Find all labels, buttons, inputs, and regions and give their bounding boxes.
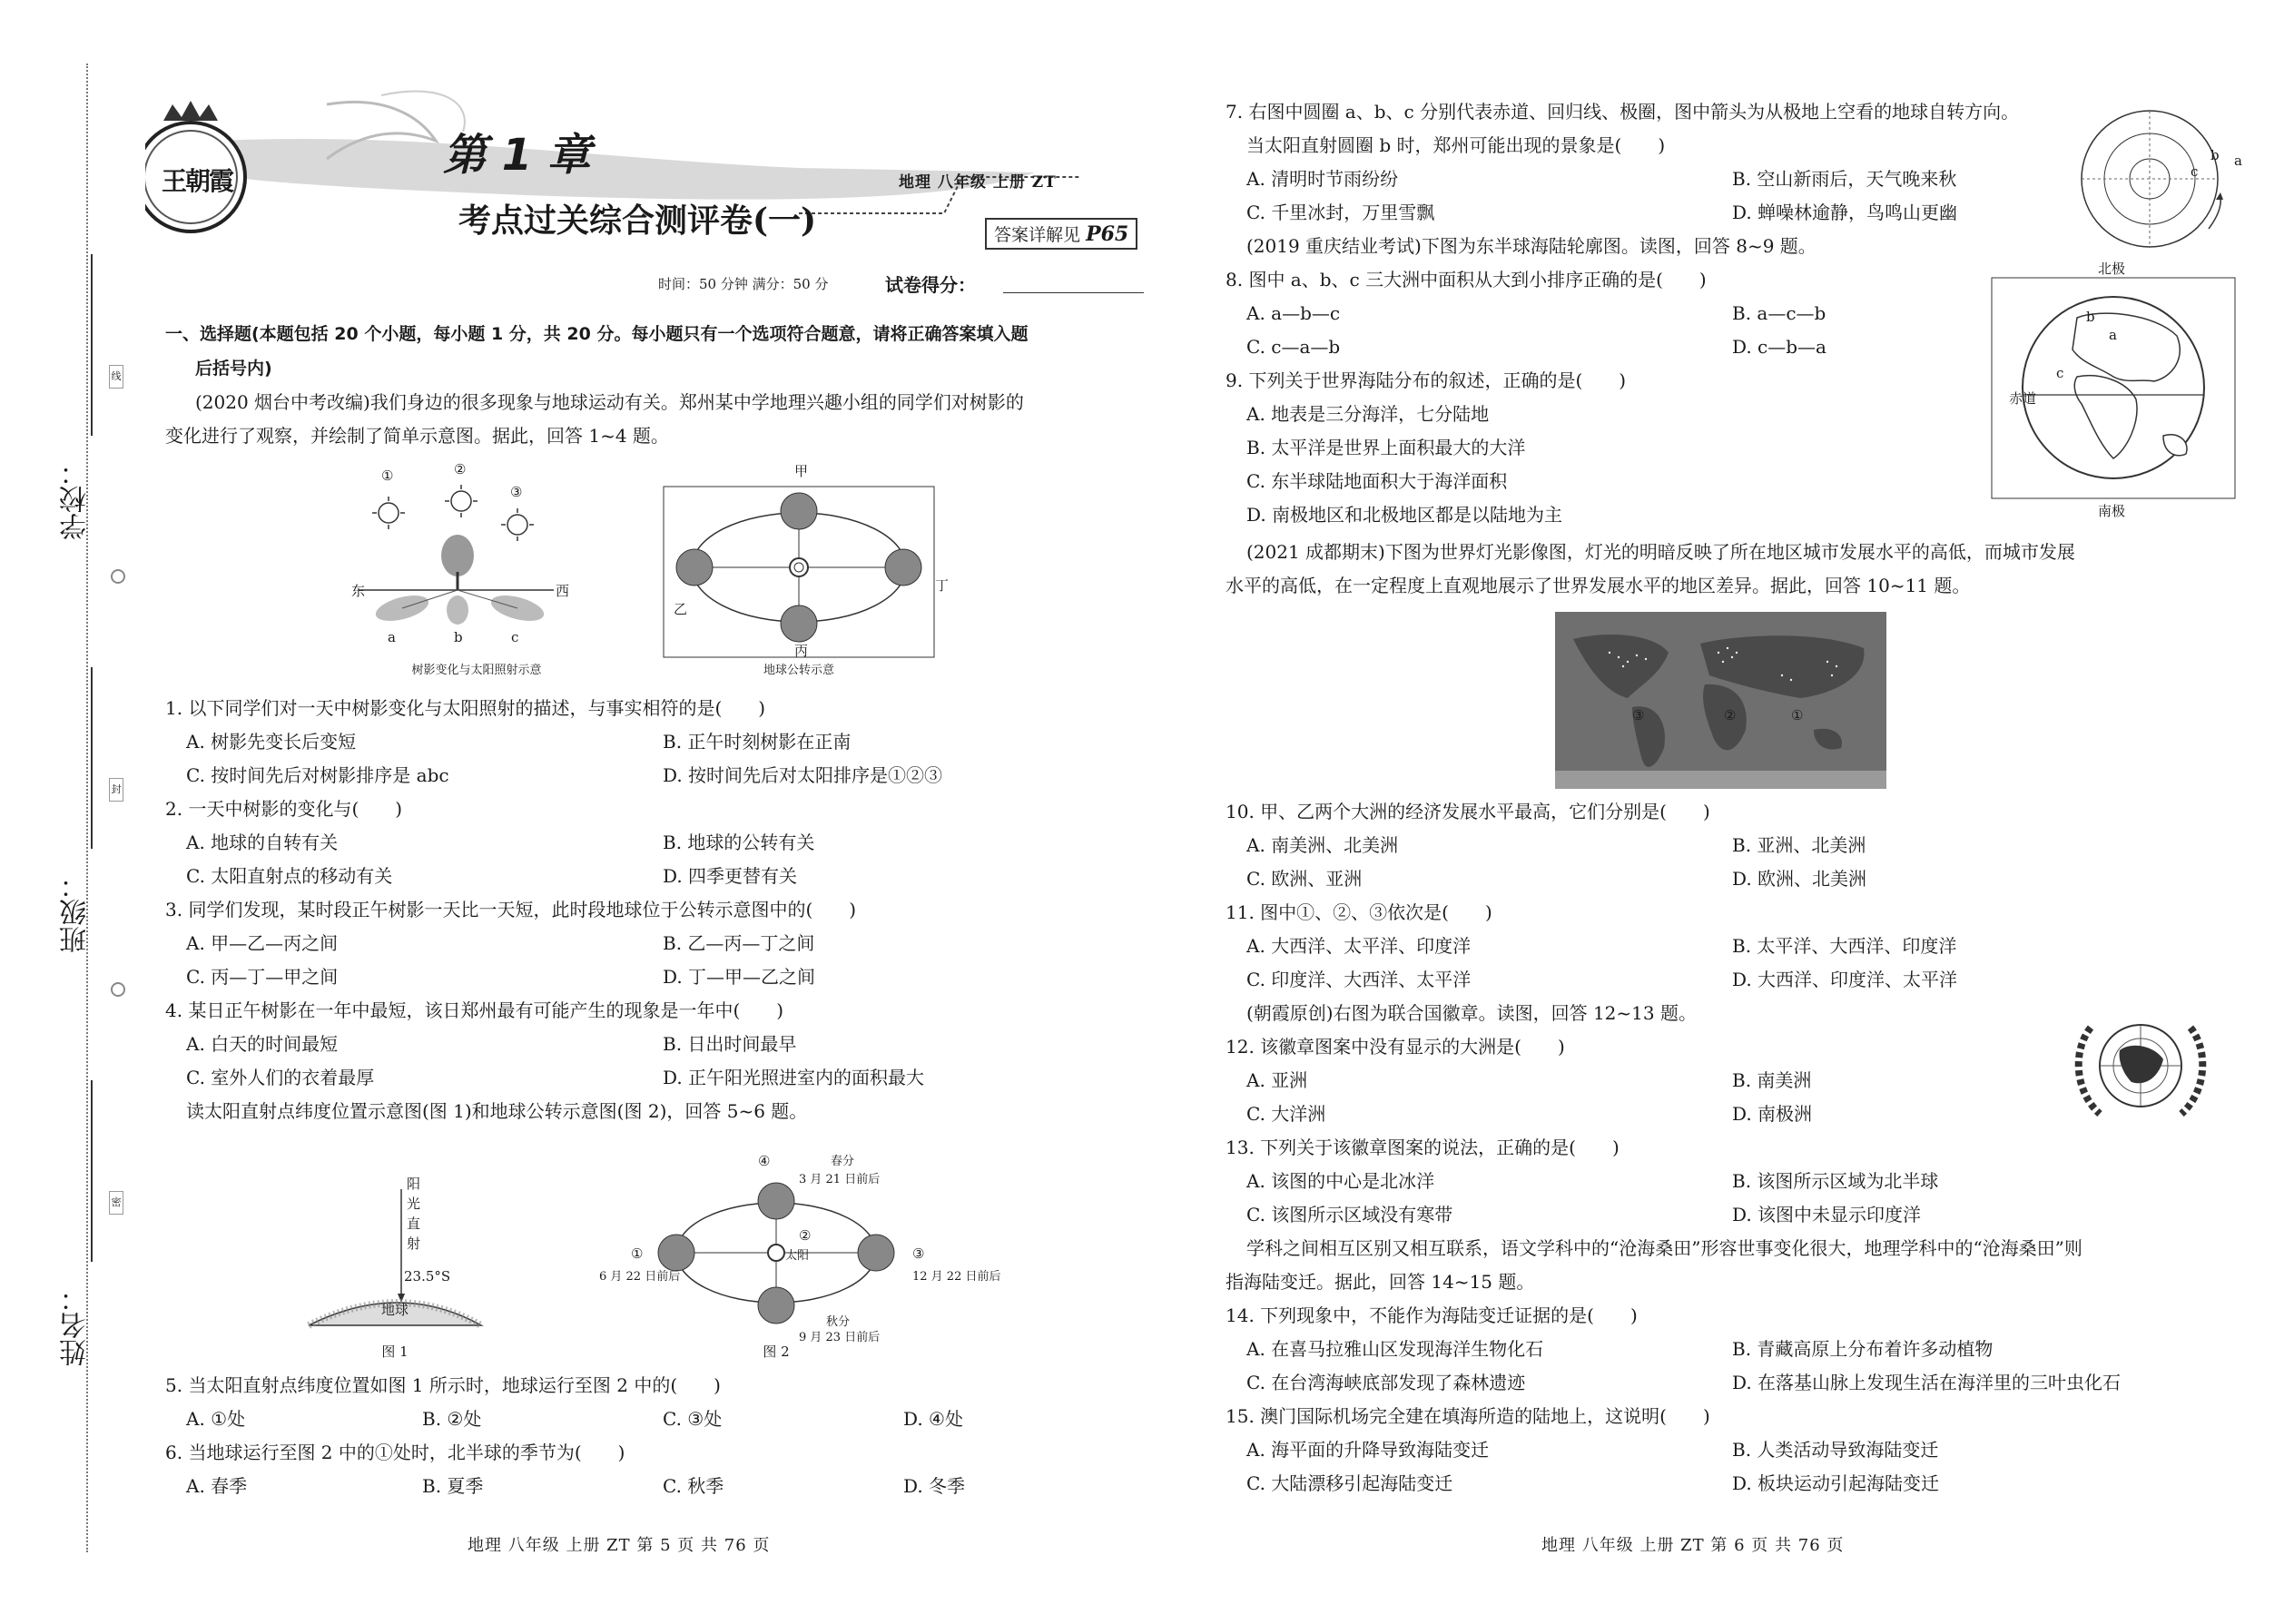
q10-option-c[interactable]: C. 欧洲、亚洲 (1246, 868, 1363, 890)
class-label: 班级： (60, 871, 92, 953)
question-6: 6. 当地球运行至图 2 中的①处时，北半球的季节为( ) (165, 1442, 625, 1463)
pos-4-label: ④ (758, 1153, 771, 1169)
world-lights-map (1555, 612, 1886, 789)
q13-option-c[interactable]: C. 该图所示区域没有寒带 (1246, 1204, 1453, 1225)
q1-option-d[interactable]: D. 按时间先后对太阳排序是①②③ (663, 764, 943, 786)
equator-label: 赤道 (2009, 390, 2037, 407)
south-pole-label: 南极 (2098, 503, 2126, 519)
ocean-2-label: ② (1724, 707, 1737, 723)
binding-mark: 封 (109, 778, 123, 802)
un-emblem (2054, 1009, 2227, 1127)
q12-option-c[interactable]: C. 大洋洲 (1246, 1103, 1326, 1125)
circle-b-label: b (2210, 147, 2220, 163)
intro-5-6: 读太阳直射点纬度位置示意图(图 1)和地球公转示意图(图 2)，回答 5~6 题。 (186, 1100, 808, 1122)
q1-option-b[interactable]: B. 正午时刻树影在正南 (663, 731, 852, 753)
q12-option-d[interactable]: D. 南极洲 (1732, 1103, 1813, 1125)
latitude-label: 23.5°S (404, 1268, 451, 1284)
circle-c-label: c (2191, 163, 2199, 180)
q8-option-a[interactable]: A. a—b—c (1246, 302, 1341, 324)
question-2: 2. 一天中树影的变化与( ) (165, 798, 403, 820)
figure-2-caption: 图 2 (763, 1343, 790, 1360)
q7-option-c[interactable]: C. 千里冰封，万里雪飘 (1246, 202, 1435, 223)
q3-option-b[interactable]: B. 乙—丙—丁之间 (663, 932, 815, 954)
q15-option-a[interactable]: A. 海平面的升降导致海陆变迁 (1246, 1439, 1490, 1461)
q4-option-a[interactable]: A. 白天的时间最短 (186, 1033, 339, 1055)
q10-option-d[interactable]: D. 欧洲、北美洲 (1732, 868, 1867, 890)
pos-1-label: ① (631, 1245, 644, 1262)
q5-option-a[interactable]: A. ①处 (186, 1408, 246, 1430)
intro-12-13: (朝霞原创)右图为联合国徽章。读图，回答 12~13 题。 (1246, 1002, 1697, 1024)
q3-option-a[interactable]: A. 甲—乙—丙之间 (186, 932, 339, 954)
sun-label-2: ② (454, 461, 467, 477)
q13-option-d[interactable]: D. 该图中未显示印度洋 (1732, 1204, 1922, 1225)
autumn-label: 秋分 (826, 1315, 851, 1329)
q5-option-d[interactable]: D. ④处 (903, 1408, 963, 1430)
q5-option-c[interactable]: C. ③处 (663, 1408, 723, 1430)
intro-10-11-cont: 水平的高低，在一定程度上直观地展示了世界发展水平的地区差异。据此，回答 10~11 题。 (1226, 575, 1971, 596)
q6-option-d[interactable]: D. 冬季 (903, 1475, 966, 1497)
answer-ref-page: P65 (1086, 222, 1129, 246)
continent-b-label: b (2086, 309, 2095, 325)
polar-circles-figure (2072, 102, 2254, 256)
sun-ray-label: 阳光直射 (407, 1176, 421, 1252)
q3-option-d[interactable]: D. 丁—甲—乙之间 (663, 966, 816, 988)
brand-logo: 王朝霞 (162, 166, 233, 196)
intro-14-15: 学科之间相互区别又相互联系，语文学科中的“沧海桑田”形容世事变化很大，地理学科中的“沧海桑田”则 (1246, 1237, 2082, 1259)
autumn-date: 9 月 23 日前后 (799, 1331, 881, 1344)
q3-option-c[interactable]: C. 丙—丁—甲之间 (186, 966, 339, 988)
continent-c-label: c (2056, 365, 2064, 381)
section-title: 一、选择题(本题包括 20 个小题，每小题 1 分，共 20 分。每小题只有一个选项符合题意，请将正确答案填入题 (165, 324, 1029, 344)
orbit-bing: 丙 (794, 643, 809, 659)
orbit-yi: 乙 (674, 601, 688, 617)
pos-2-label: ② (799, 1227, 812, 1244)
pos-3-label: ③ (912, 1245, 925, 1262)
class-field[interactable] (91, 667, 93, 849)
spring-label: 春分 (831, 1155, 855, 1168)
sun-label: 太阳 (785, 1249, 810, 1263)
question-11: 11. 图中①、②、③依次是( ) (1226, 901, 1492, 923)
intro-10-11: (2021 成都期末)下图为世界灯光影像图，灯光的明暗反映了所在地区城市发展水平的高低，而城市发展 (1246, 541, 2075, 563)
q14-option-c[interactable]: C. 在台湾海峡底部发现了森林遗迹 (1246, 1372, 1526, 1393)
orbit-jia: 甲 (794, 463, 809, 479)
question-15: 15. 澳门国际机场完全建在填海所造的陆地上，这说明( ) (1226, 1405, 1710, 1427)
q2-option-b[interactable]: B. 地球的公转有关 (663, 832, 815, 853)
q10-option-a[interactable]: A. 南美洲、北美洲 (1246, 834, 1399, 856)
tree-shadow-figure (345, 463, 608, 645)
north-pole-label: 北极 (2098, 261, 2126, 277)
summer-date: 6 月 22 日前后 (599, 1270, 681, 1284)
exam-info: 时间：50 分钟 满分：50 分 (658, 276, 829, 292)
q11-option-b[interactable]: B. 太平洋、大西洋、印度洋 (1732, 935, 1957, 957)
q6-option-a[interactable]: A. 春季 (186, 1475, 248, 1497)
q6-option-c[interactable]: C. 秋季 (663, 1475, 724, 1497)
shadow-a-label: a (388, 629, 396, 645)
orbit-figure-2 (635, 1171, 926, 1334)
q2-option-c[interactable]: C. 太阳直射点的移动有关 (186, 865, 393, 887)
score-field[interactable] (1003, 292, 1144, 293)
name-field[interactable] (91, 1080, 93, 1262)
q4-option-b[interactable]: B. 日出时间最早 (663, 1033, 797, 1055)
question-12: 12. 该徽章图案中没有显示的大洲是( ) (1226, 1036, 1565, 1058)
school-label: 学校： (60, 458, 92, 540)
q4-option-c[interactable]: C. 室外人们的衣着最厚 (186, 1067, 375, 1088)
score-label: 试卷得分： (885, 274, 976, 296)
footer-right: 地理 八年级 上册 ZT 第 6 页 共 76 页 (1541, 1536, 1845, 1555)
q2-option-d[interactable]: D. 四季更替有关 (663, 865, 798, 887)
spring-date: 3 月 21 日前后 (799, 1173, 881, 1186)
intro-1-4: (2020 烟台中考改编)我们身边的很多现象与地球运动有关。郑州某中学地理兴趣小组的同学们对树影的 (195, 391, 1024, 413)
footer-left: 地理 八年级 上册 ZT 第 5 页 共 76 页 (468, 1536, 771, 1555)
subject-strip: 地理 八年级 上册 ZT (899, 173, 1057, 192)
q10-option-b[interactable]: B. 亚洲、北美洲 (1732, 834, 1866, 856)
ocean-1-label: ① (1791, 707, 1804, 723)
q8-option-d[interactable]: D. c—b—a (1732, 336, 1826, 358)
q11-option-a[interactable]: A. 大西洋、太平洋、印度洋 (1246, 935, 1472, 957)
question-3: 3. 同学们发现，某时段正午树影一天比一天短，此时段地球位于公转示意图中的( ) (165, 899, 857, 920)
q12-option-b[interactable]: B. 南美洲 (1732, 1069, 1812, 1091)
q11-option-d[interactable]: D. 大西洋、印度洋、太平洋 (1732, 969, 1958, 990)
name-label: 姓名： (60, 1284, 92, 1366)
q7-option-d[interactable]: D. 蝉噪林逾静，鸟鸣山更幽 (1732, 202, 1958, 223)
earth-label: 地球 (381, 1302, 409, 1318)
q6-option-b[interactable]: B. 夏季 (422, 1475, 484, 1497)
continent-a-label: a (2109, 327, 2117, 343)
q14-option-d[interactable]: D. 在落基山脉上发现生活在海洋里的三叶虫化石 (1732, 1372, 2122, 1393)
school-field[interactable] (91, 254, 93, 436)
question-7-cont: 当太阳直射圆圈 b 时，郑州可能出现的景象是( ) (1246, 134, 1666, 156)
figure-1-caption: 图 1 (381, 1343, 409, 1360)
answer-ref (985, 218, 1137, 250)
sun-label-3: ③ (510, 484, 523, 500)
binding-hole (111, 982, 125, 997)
q4-option-d[interactable]: D. 正午阳光照进室内的面积最大 (663, 1067, 925, 1088)
q7-option-b[interactable]: B. 空山新雨后，天气晚来秋 (1732, 168, 1957, 190)
west-label: 西 (556, 583, 570, 599)
east-label: 东 (351, 583, 366, 599)
question-14: 14. 下列现象中，不能作为海陆变迁证据的是( ) (1226, 1304, 1638, 1326)
circle-a-label: a (2234, 153, 2242, 169)
q2-option-a[interactable]: A. 地球的自转有关 (186, 832, 339, 853)
question-5: 5. 当太阳直射点纬度位置如图 1 所示时，地球运行至图 2 中的( ) (165, 1374, 721, 1396)
q11-option-c[interactable]: C. 印度洋、大西洋、太平洋 (1246, 969, 1472, 990)
q9-option-c[interactable]: C. 东半球陆地面积大于海洋面积 (1246, 470, 1508, 492)
ocean-3-label: ③ (1632, 707, 1645, 723)
question-4: 4. 某日正午树影在一年中最短，该日郑州最有可能产生的现象是一年中( ) (165, 999, 784, 1021)
q15-option-c[interactable]: C. 大陆漂移引起海陆变迁 (1246, 1472, 1453, 1494)
shadow-b-label: b (454, 629, 463, 645)
q9-option-a[interactable]: A. 地表是三分海洋，七分陆地 (1246, 403, 1490, 425)
question-13: 13. 下列关于该徽章图案的说法，正确的是( ) (1226, 1137, 1620, 1158)
answer-ref-label: 答案详解见 (994, 225, 1081, 245)
section-title-cont: 后括号内) (195, 359, 272, 379)
sun-label-1: ① (381, 468, 394, 484)
q15-option-d[interactable]: D. 板块运动引起海陆变迁 (1732, 1472, 1940, 1494)
orbit-figure-1-caption: 地球公转示意 (763, 664, 834, 677)
orbit-figure-1 (663, 486, 935, 667)
binding-mark: 线 (109, 365, 123, 389)
q9-option-d[interactable]: D. 南极地区和北极地区都是以陆地为主 (1246, 504, 1563, 526)
q1-option-a[interactable]: A. 树影先变长后变短 (186, 731, 357, 753)
chapter-title: 第 1 章 (443, 130, 591, 181)
q14-option-b[interactable]: B. 青藏高原上分布着许多动植物 (1732, 1338, 1994, 1360)
intro-14-15-cont: 指海陆变迁。据此，回答 14~15 题。 (1226, 1271, 1535, 1293)
q12-option-a[interactable]: A. 亚洲 (1246, 1069, 1308, 1091)
intro-8-9: (2019 重庆结业考试)下图为东半球海陆轮廓图。读图，回答 8~9 题。 (1246, 235, 1816, 257)
intro-1-4-cont: 变化进行了观察，并绘制了简单示意图。据此，回答 1~4 题。 (165, 425, 669, 447)
q13-option-a[interactable]: A. 该图的中心是北冰洋 (1246, 1170, 1435, 1192)
q14-option-a[interactable]: A. 在喜马拉雅山区发现海洋生物化石 (1246, 1338, 1544, 1360)
question-8: 8. 图中 a、b、c 三大洲中面积从大到小排序正确的是( ) (1226, 269, 1707, 290)
q5-option-b[interactable]: B. ②处 (422, 1408, 482, 1430)
shadow-c-label: c (511, 629, 519, 645)
q15-option-b[interactable]: B. 人类活动导致海陆变迁 (1732, 1439, 1939, 1461)
q13-option-b[interactable]: B. 该图所示区域为北半球 (1732, 1170, 1939, 1192)
right-page (1147, 0, 2294, 1624)
tree-figure-caption: 树影变化与太阳照射示意 (411, 664, 542, 677)
q9-option-b[interactable]: B. 太平洋是世界上面积最大的大洋 (1246, 437, 1526, 458)
question-7: 7. 右图中圆圈 a、b、c 分别代表赤道、回归线、极圈，图中箭头为从极地上空看的地球自转方向。 (1226, 101, 2020, 123)
exam-title: 考点过关综合测评卷(一) (458, 202, 817, 240)
binding-mark: 密 (109, 1191, 123, 1215)
winter-date: 12 月 22 日前后 (912, 1270, 1001, 1284)
question-1: 1. 以下同学们对一天中树影变化与太阳照射的描述，与事实相符的是( ) (165, 697, 766, 719)
question-9: 9. 下列关于世界海陆分布的叙述，正确的是( ) (1226, 369, 1627, 391)
q1-option-c[interactable]: C. 按时间先后对树影排序是 abc (186, 764, 449, 786)
q8-option-b[interactable]: B. a—c—b (1732, 302, 1826, 324)
orbit-ding: 丁 (935, 577, 950, 594)
q8-option-c[interactable]: C. c—a—b (1246, 336, 1341, 358)
question-10: 10. 甲、乙两个大洲的经济发展水平最高，它们分别是( ) (1226, 801, 1710, 822)
q7-option-a[interactable]: A. 清明时节雨纷纷 (1246, 168, 1399, 190)
binding-hole (111, 569, 125, 584)
